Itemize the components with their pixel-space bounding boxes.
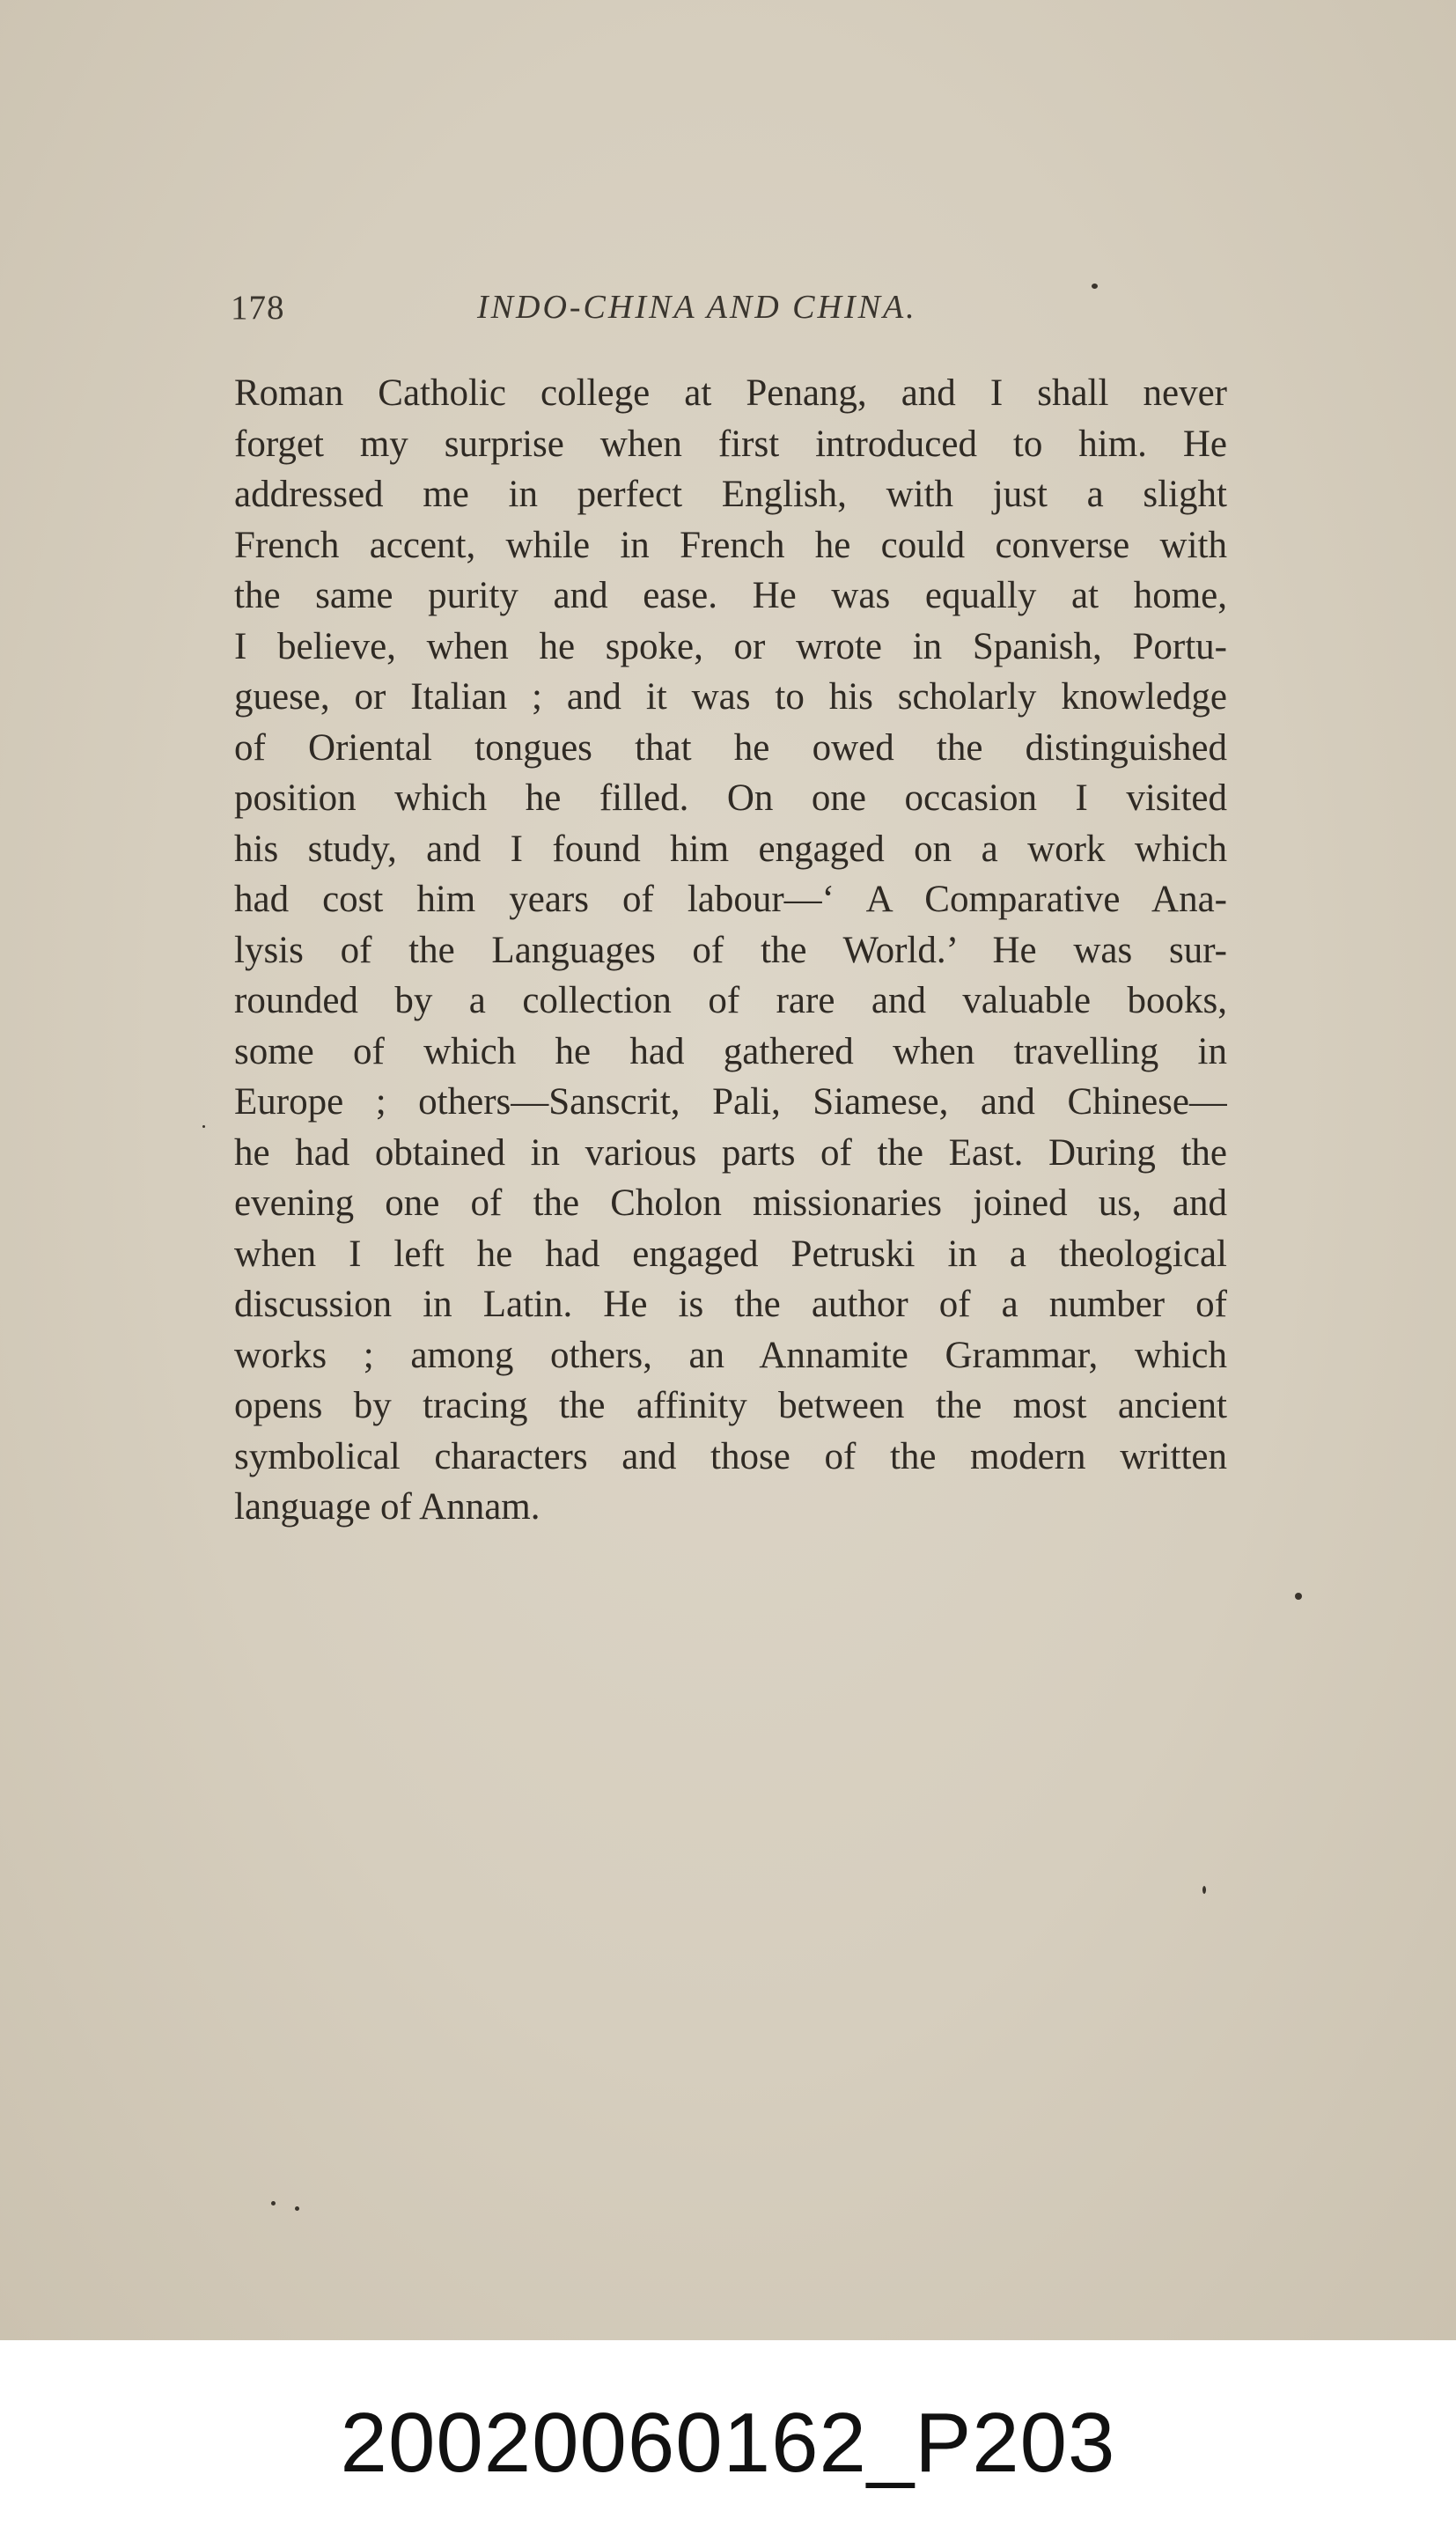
text-line: French accent, while in French he could converse with: [234, 524, 1227, 566]
text-line: forget my surprise when first introduced to him. He: [234, 423, 1227, 465]
running-head: [231, 288, 1232, 332]
text-line: of Oriental tongues that he owed the distinguished: [234, 726, 1227, 769]
text-line: he had obtained in various parts of the East. During the: [234, 1131, 1227, 1174]
text-line: lysis of the Languages of the World.’ He was sur-: [234, 929, 1227, 971]
text-line: addressed me in perfect English, with just a slight: [234, 474, 1227, 515]
footer: [0, 2340, 1456, 2548]
body-text: [234, 368, 1227, 1533]
paper-speck: [1295, 1593, 1302, 1600]
paper-speck: [1202, 1886, 1206, 1894]
text-line: had cost him years of labour—‘ A Comparative Ana-: [234, 879, 1227, 920]
text-line: I believe, when he spoke, or wrote in Spanish, Portu-: [234, 625, 1227, 667]
text-line: works ; among others, an Annamite Grammar, which: [234, 1334, 1227, 1376]
text-line: his study, and I found him engaged on a work which: [234, 828, 1227, 870]
text-line: Roman Catholic college at Penang, and I shall never: [234, 372, 1227, 414]
text-line: language of Annam.: [234, 1486, 540, 1528]
text-line: the same purity and ease. He was equally at home,: [234, 575, 1227, 616]
text-line: position which he filled. On one occasion I visited: [234, 777, 1227, 819]
page-number: 178: [231, 289, 285, 327]
text-line: opens by tracing the affinity between the most ancient: [234, 1385, 1227, 1426]
paper-speck: [202, 1125, 205, 1128]
paper-speck: [1092, 284, 1098, 289]
text-line: when I left he had engaged Petruski in a theological: [234, 1233, 1227, 1275]
text-line: guese, or Italian ; and it was to his scholarly knowledge: [234, 676, 1227, 718]
text-line: some of which he had gathered when travelling in: [234, 1030, 1227, 1072]
text-line: symbolical characters and those of the modern written: [234, 1435, 1227, 1477]
running-title: INDO-CHINA AND CHINA.: [477, 289, 917, 326]
text-line: rounded by a collection of rare and valuable books,: [234, 980, 1227, 1021]
text-line: discussion in Latin. He is the author of a number of: [234, 1284, 1227, 1325]
text-line: evening one of the Cholon missionaries joined us, and: [234, 1182, 1227, 1224]
catalog-id: 20020060162_P203: [340, 2396, 1116, 2490]
text-line: Europe ; others—Sanscrit, Pali, Siamese, and Chinese—: [234, 1081, 1227, 1123]
paper-speck: [271, 2201, 276, 2206]
paper-speck: [295, 2206, 299, 2211]
